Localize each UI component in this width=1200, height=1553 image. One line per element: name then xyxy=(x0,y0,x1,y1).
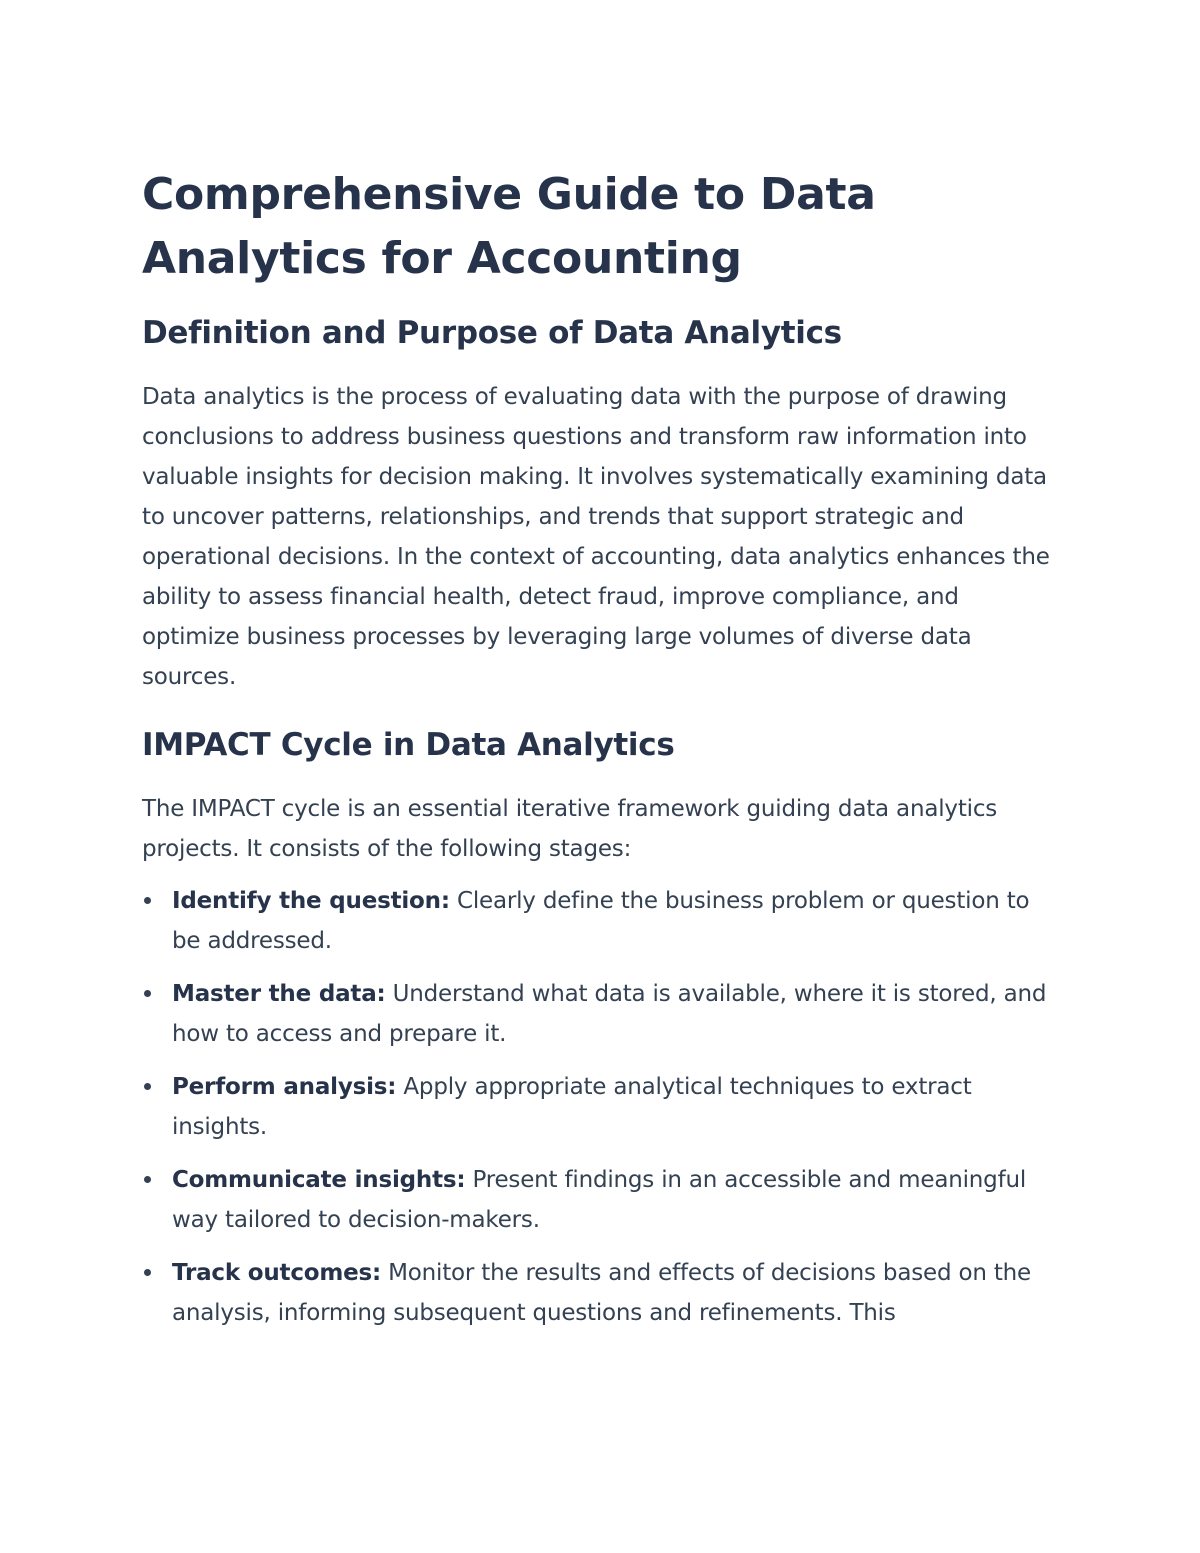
bullet-icon xyxy=(144,990,151,997)
section-heading-definition: Definition and Purpose of Data Analytics xyxy=(142,315,842,351)
definition-paragraph: Data analytics is the process of evaluating data with the purpose of drawing conclusions to address business questions and transform raw information into valuable insights for decision making. It involves systematically examining data to uncover patterns, relationships, and trends that support strategic and operational decisions. In the context of accounting, data analytics enhances the ability to assess financial health, detect fraud, improve compliance, and optimize business processes by leveraging large volumes of diverse data sources. xyxy=(142,384,1050,690)
list-item-text: Present findings in an accessible and meaningful way tailored to decision-makers. xyxy=(172,1167,1027,1233)
list-item-term: Perform analysis: xyxy=(172,1074,397,1100)
section-heading-impact-cycle: IMPACT Cycle in Data Analytics xyxy=(142,727,675,763)
bullet-icon xyxy=(144,1269,151,1276)
list-item-term: Identify the question: xyxy=(172,888,450,914)
list-item-term: Track outcomes: xyxy=(172,1260,382,1286)
bullet-icon xyxy=(144,1083,151,1090)
document-page xyxy=(142,163,1062,1346)
list-item xyxy=(142,1160,1062,1240)
list-item-text: Clearly define the business problem or question to be addressed. xyxy=(172,888,1030,954)
bullet-icon xyxy=(144,897,151,904)
page-title: Comprehensive Guide to Data Analytics for Accounting xyxy=(142,169,876,284)
impact-stages-list xyxy=(142,881,1062,1333)
impact-intro-paragraph: The IMPACT cycle is an essential iterative framework guiding data analytics projects. It consists of the following stages: xyxy=(142,796,998,862)
list-item xyxy=(142,1067,1062,1147)
list-item xyxy=(142,1253,1062,1333)
list-item xyxy=(142,974,1062,1054)
list-item-term: Communicate insights: xyxy=(172,1167,466,1193)
list-item-text: Apply appropriate analytical techniques to extract insights. xyxy=(172,1074,972,1140)
list-item-term: Master the data: xyxy=(172,981,386,1007)
list-item-text: Understand what data is available, where it is stored, and how to access and prepare it. xyxy=(172,981,1047,1047)
list-item-text: Monitor the results and effects of decisions based on the analysis, informing subsequent questions and refinements. This xyxy=(172,1260,1031,1326)
list-item xyxy=(142,881,1062,961)
bullet-icon xyxy=(144,1176,151,1183)
